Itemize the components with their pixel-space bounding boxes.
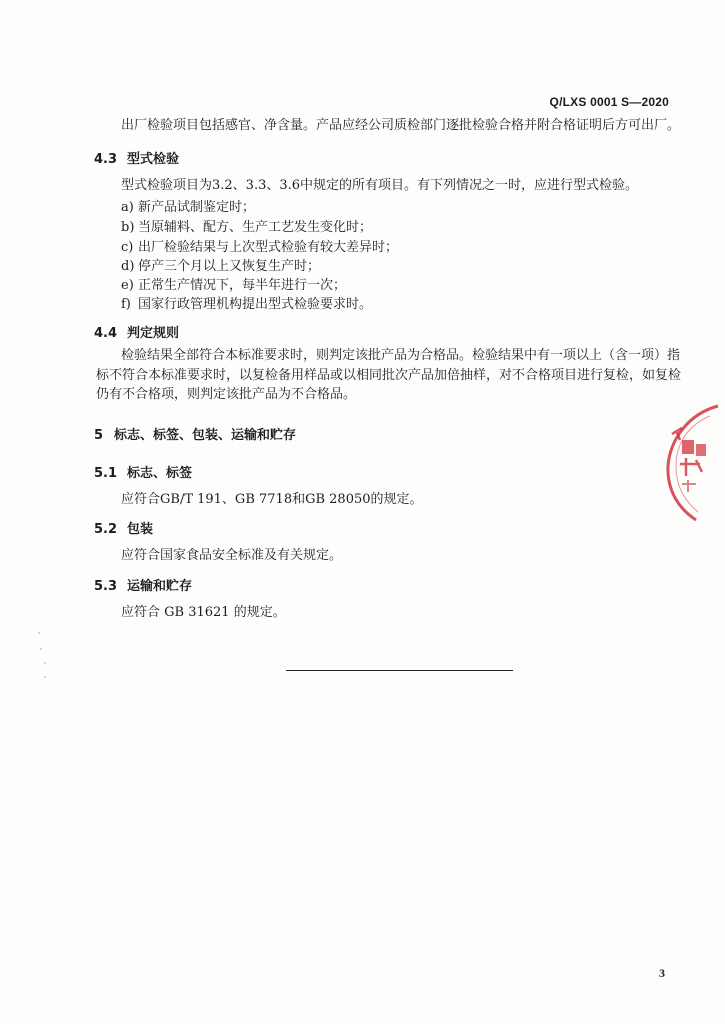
section-number: 5.3	[94, 579, 118, 594]
section-number: 4.4	[94, 326, 118, 341]
section-4-4-heading	[94, 322, 179, 341]
list-item	[121, 255, 320, 274]
list-marker: a)	[121, 200, 134, 215]
chapter-5-heading	[94, 424, 296, 443]
packaging-paragraph: 应符合国家食品安全标准及有关规定。	[121, 548, 343, 563]
document-code: Q/LXS 0001 S—2020	[549, 95, 669, 109]
section-number: 5.2	[94, 522, 118, 537]
list-marker: c)	[121, 240, 134, 255]
list-item	[121, 236, 398, 255]
type-inspection-paragraph: 型式检验项目为3.2、3.3、3.6中规定的所有项目。有下列情况之一时，应进行型式检验。	[121, 178, 639, 193]
company-seal-stamp	[652, 400, 724, 528]
release-inspection-paragraph: 出厂检验项目包括感官、净含量。产品应经公司质检部门逐批检验合格并附合格证明后方可出厂。	[121, 118, 681, 133]
list-text: 国家行政管理机构提出型式检验要求时。	[138, 297, 373, 312]
scan-speck	[40, 648, 42, 650]
section-title: 标志、标签、包装、运输和贮存	[114, 428, 297, 443]
list-item	[121, 274, 346, 293]
section-4-3-heading	[94, 148, 179, 167]
list-marker: b)	[121, 220, 135, 235]
scan-speck	[38, 632, 40, 634]
list-marker: e)	[121, 278, 134, 293]
section-title: 标志、标签	[127, 466, 193, 481]
section-number: 5.1	[94, 466, 118, 481]
list-marker: d)	[121, 259, 135, 274]
marking-paragraph: 应符合GB/T 191、GB 7718和GB 28050的规定。	[121, 492, 423, 507]
list-text: 正常生产情况下，每半年进行一次；	[138, 278, 347, 293]
section-title: 型式检验	[127, 152, 180, 167]
section-title: 运输和贮存	[127, 579, 193, 594]
section-5-2-heading	[94, 518, 153, 537]
list-item	[121, 216, 372, 235]
section-title: 判定规则	[127, 326, 180, 341]
list-item	[121, 293, 372, 312]
list-text: 当原辅料、配方、生产工艺发生变化时；	[138, 220, 373, 235]
section-number: 4.3	[94, 152, 118, 167]
list-item	[121, 196, 255, 215]
judgement-paragraph-line-3: 仍有不合格项，则判定该批产品为不合格品。	[96, 387, 357, 402]
section-title: 包装	[127, 522, 154, 537]
judgement-paragraph-line-2: 标不符合本标准要求时，以复检备用样品或以相同批次产品加倍抽样，对不合格项目进行复检，如复检	[96, 368, 682, 383]
end-of-document-rule	[286, 670, 513, 671]
scan-speck	[44, 676, 46, 678]
list-text: 出厂检验结果与上次型式检验有较大差异时；	[138, 240, 399, 255]
transport-paragraph: 应符合 GB 31621 的规定。	[121, 605, 286, 620]
section-5-1-heading	[94, 462, 192, 481]
scan-speck	[44, 662, 46, 664]
section-5-3-heading	[94, 575, 192, 594]
section-number: 5	[94, 428, 104, 443]
judgement-paragraph-line-1: 检验结果全部符合本标准要求时，则判定该批产品为合格品。检验结果中有一项以上（含一项）指	[121, 348, 681, 363]
list-marker: f)	[121, 297, 131, 312]
list-text: 新产品试制鉴定时；	[138, 200, 256, 215]
list-text: 停产三个月以上又恢复生产时；	[138, 259, 321, 274]
page-number: 3	[659, 966, 665, 980]
